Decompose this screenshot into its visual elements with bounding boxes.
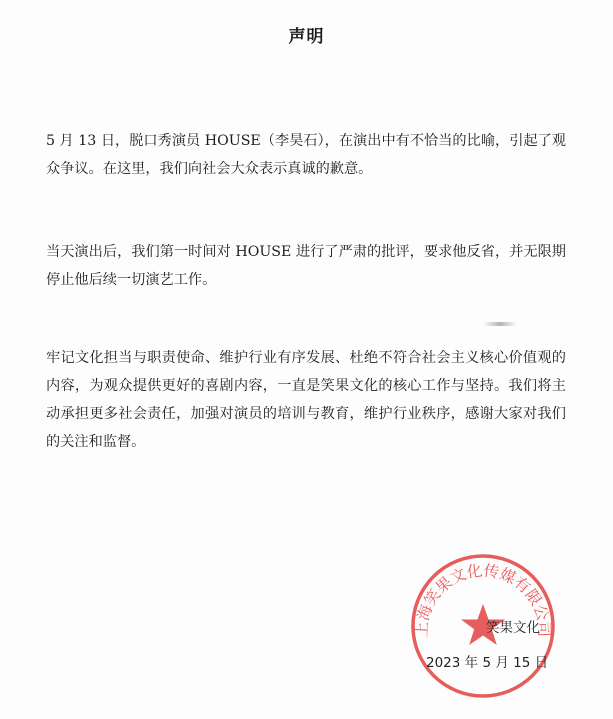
paragraph-2: 当天演出后，我们第一时间对 HOUSE 进行了严肃的批评，要求他反省，并无限期停止他后续一切演艺工作。 [46,244,566,288]
paragraph-3: 牢记文化担当与职责使命、维护行业有序发展、杜绝不符合社会主义核心价值观的内容，为观众提供更好的喜剧内容，一直是笑果文化的核心工作与坚持。我们将主动承担更多社会责任，加强对演员的培训与教育，维护行业秩序，感谢大家对我们的关注和监督。 [46,350,566,450]
signature-date: 2023 年 5 月 15 日 [426,655,549,671]
scan-smudge [483,322,517,326]
document-title: 声明 [288,27,325,47]
paragraph-1: 5 月 13 日，脱口秀演员 HOUSE（李昊石），在演出中有不恰当的比喻，引起了观众争议。在这里，我们向社会大众表示真诚的歉意。 [46,133,566,177]
seal-text: 上海笑果文化传媒有限公司 [412,561,554,638]
signature-company: 笑果文化 [486,620,540,636]
